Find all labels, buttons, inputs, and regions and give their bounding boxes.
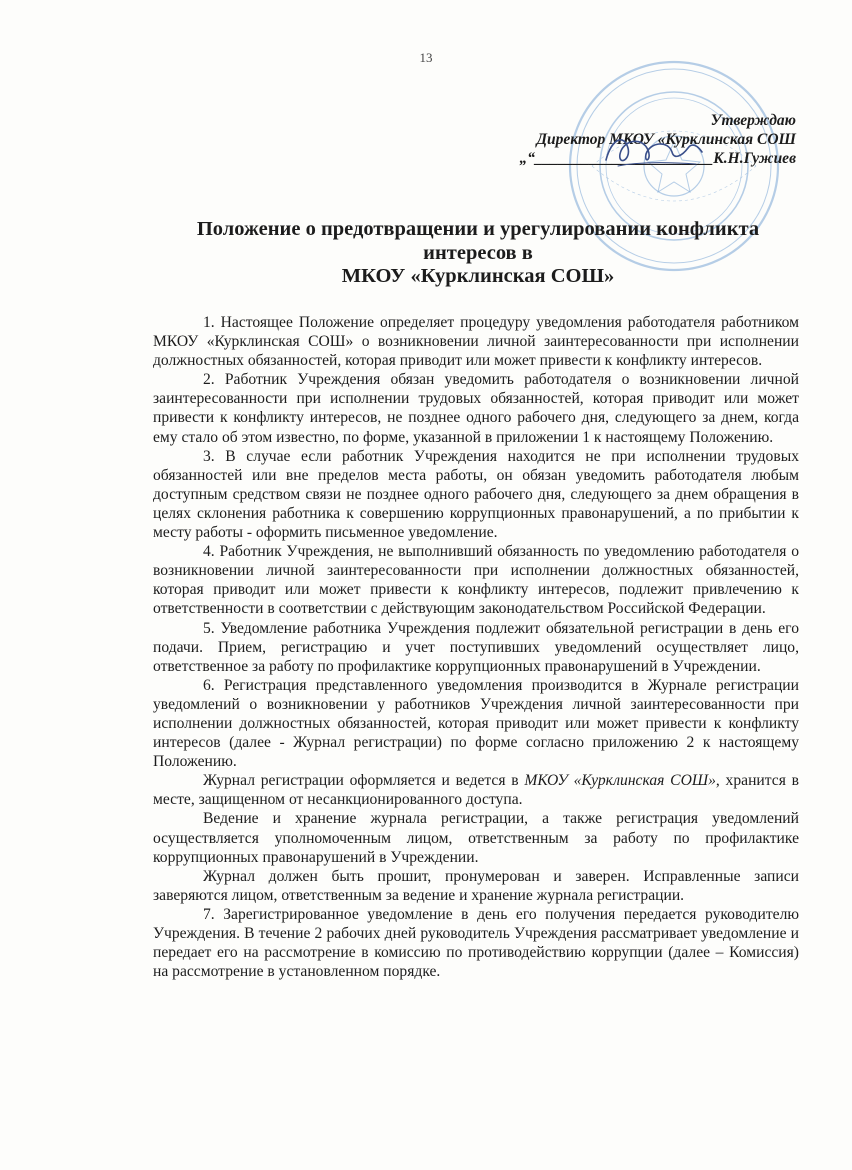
date-quotes: „“ bbox=[519, 150, 536, 167]
journal-prefix: Журнал регистрации оформляется и ведется в bbox=[203, 772, 525, 790]
paragraph-4: 4. Работник Учреждения, не выполнивший обязанность по уведомлению работодателя о возникновении личной заинтересованности при исполнении должностных обязанностей, которая приводит или может привести к конфликту интересов, подлежит привлечению к ответственности в соответствии с действующим законодательством Российской Федерации. bbox=[153, 543, 799, 618]
paragraph-maintenance: Ведение и хранение журнала регистрации, а также регистрация уведомлений осуществляется уполномоченным лицом, ответственным за работу по профилактике коррупционных правонарушений в Учреждении. bbox=[153, 810, 799, 866]
paragraph-7: 7. Зарегистрированное уведомление в день его получения передается руководителю Учреждения. В течение 2 рабочих дней руководитель Учреждения рассматривает уведомление и передает его на рассмотрение в комиссию по противодействию коррупции (далее – Комиссия) на рассмотрение в установленном порядке. bbox=[153, 905, 799, 981]
paragraph-binding: Журнал должен быть прошит, пронумерован и заверен. Исправленные записи заверяются лицом, ответственным за ведение и хранение журнала регистрации. bbox=[153, 867, 799, 904]
approval-position: Директор МКОУ «Курклинская СОШ bbox=[536, 131, 796, 148]
document-title bbox=[120, 218, 836, 289]
journal-suffix: , хранится в месте, защищенном от несанкционированного доступа. bbox=[153, 772, 799, 809]
paragraph-1: 1. Настоящее Положение определяет процедуру уведомления работодателя работником МКОУ «Курклинская СОШ» о возникновении личной заинтересованности при исполнении должностных обязанностей, которая приводит или может привести к конфликту интересов. bbox=[153, 314, 799, 370]
paragraph-journal bbox=[153, 771, 799, 809]
journal-org: МКОУ «Курклинская СОШ» bbox=[524, 772, 716, 790]
director-name: К.Н.Гужиев bbox=[713, 150, 796, 167]
paragraph-2: 2. Работник Учреждения обязан уведомить работодателя о возникновении личной заинтересованности при исполнении трудовых обязанностей, которая приводит или может привести к конфликту интересов, не позднее одного рабочего дня, следующего за днем, когда ему стало об этом известно, по форме, указанной в приложении 1 к настоящему Положению. bbox=[153, 371, 799, 446]
approval-heading: Утверждаю bbox=[710, 112, 796, 129]
paragraph-6: 6. Регистрация представленного уведомления производится в Журнале регистрации уведомлений о возникновении у работников Учреждения личной заинтересованности при исполнении должностных обязанностей, которая приводит или может привести к конфликту интересов (далее - Журнал регистрации) по форме согласно приложению 2 к настоящему Положению. bbox=[153, 676, 799, 771]
title-line-1: Положение о предотвращении и урегулировании конфликта bbox=[196, 218, 760, 240]
page-number: 13 bbox=[419, 50, 433, 65]
document-body bbox=[153, 313, 799, 981]
paragraph-5: 5. Уведомление работника Учреждения подлежит обязательной регистрации в день его подачи. Прием, регистрацию и учет поступивших уведомлений осуществляет лицо, ответственное за работу по профилактике коррупционных правонарушений в Учреждении. bbox=[153, 619, 799, 675]
approval-signature-line: „“_______________________К.Н.Гужиев bbox=[519, 150, 796, 167]
paragraph-3: 3. В случае если работник Учреждения находится не при исполнении трудовых обязанностей или вне пределов места работы, он обязан уведомить работодателя любым доступным средством связи не позднее одного рабочего дня, следующего за днем обращения в целях склонения работника к совершению коррупционных правонарушений, а по прибытии к месту работы - оформить письменное уведомление. bbox=[153, 447, 799, 542]
title-line-3: МКОУ «Курклинская СОШ» bbox=[341, 265, 615, 287]
handwritten-signature bbox=[598, 126, 708, 176]
title-line-2: интересов в bbox=[423, 241, 533, 264]
